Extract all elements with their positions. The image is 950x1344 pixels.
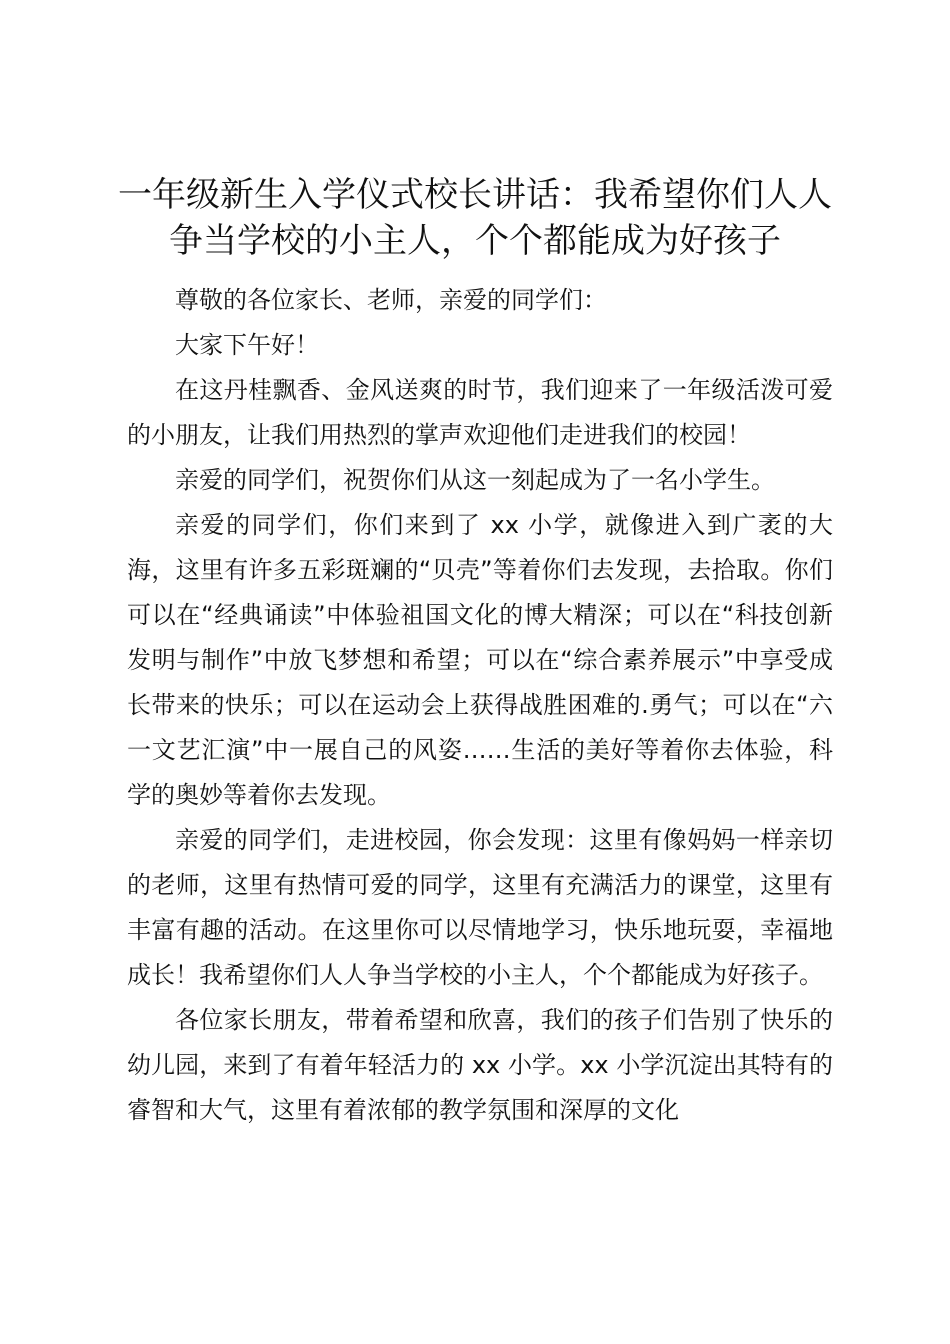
paragraph-salutation: 尊敬的各位家长、老师，亲爱的同学们： bbox=[175, 286, 607, 314]
paragraph-greeting: 大家下午好！ bbox=[175, 331, 319, 359]
document-body bbox=[127, 278, 833, 1133]
paragraph-congratulations: 亲爱的同学们，祝贺你们从这一刻起成为了一名小学生。 bbox=[175, 466, 775, 494]
document-title: 一年级新生入学仪式校长讲话：我希望你们人人争当学校的小主人，个个都能成为好孩子 bbox=[118, 175, 832, 261]
paragraph-parents: 各位家长朋友，带着希望和欣喜，我们的孩子们告别了快乐的幼儿园，来到了有着年轻活力的 xx 小学。xx 小学沉淀出其特有的睿智和大气，这里有着浓郁的教学氛围和深厚的文化 bbox=[127, 1006, 833, 1124]
paragraph-school-activities: 亲爱的同学们，你们来到了 xx 小学，就像进入到广袤的大海，这里有许多五彩斑斓的“贝壳”等着你们去发现，去拾取。你们可以在“经典诵读”中体验祖国文化的博大精深；可以在“科技创新发明与制作”中放飞梦想和希望；可以在“综合素养展示”中享受成长带来的快乐；可以在运动会上获得战胜困难的.勇气；可以在“六一文艺汇演”中一展自己的风姿……生活的美好等着你去体验，科学的奥妙等着你去发现。 bbox=[127, 511, 833, 809]
paragraph-welcome: 在这丹桂飘香、金风送爽的时节，我们迎来了一年级活泼可爱的小朋友，让我们用热烈的掌声欢迎他们走进我们的校园！ bbox=[127, 376, 833, 449]
paragraph-campus-life: 亲爱的同学们，走进校园，你会发现：这里有像妈妈一样亲切的老师，这里有热情可爱的同学，这里有充满活力的课堂，这里有丰富有趣的活动。在这里你可以尽情地学习，快乐地玩耍，幸福地成长！我希望你们人人争当学校的小主人，个个都能成为好孩子。 bbox=[127, 826, 833, 989]
